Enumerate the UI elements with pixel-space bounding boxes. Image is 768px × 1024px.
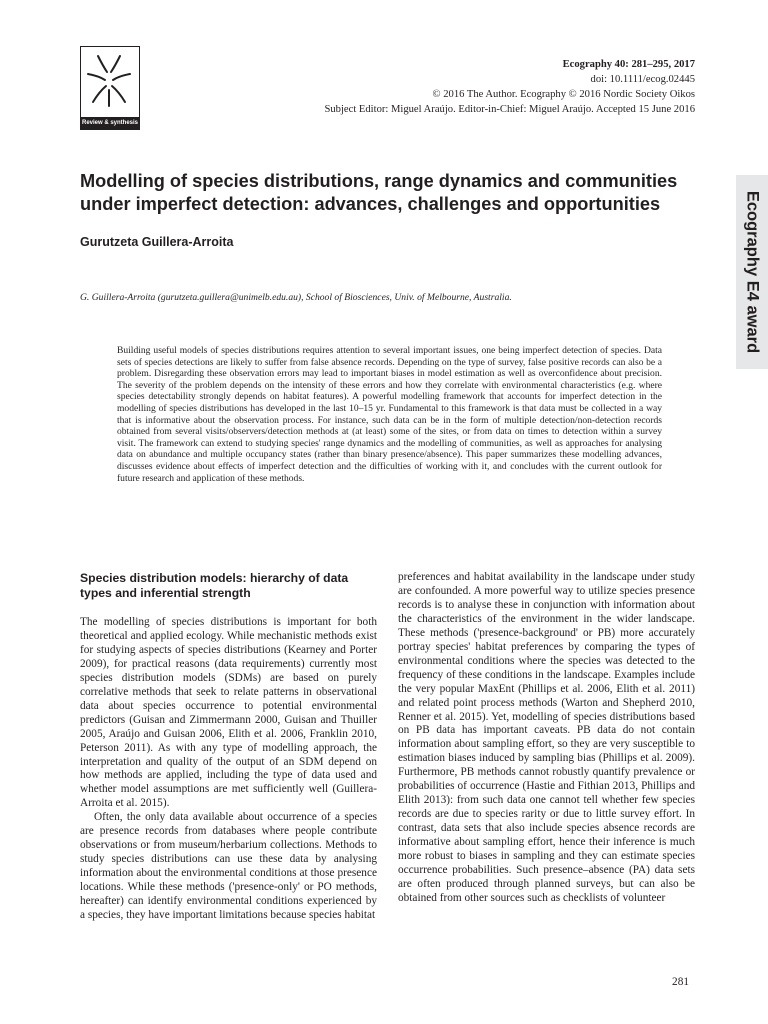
abstract: Building useful models of species distributions requires attention to several important issues, one being imperfect detection of species. Data sets of species detections are likely to suffer from false absence records. Depending on the type of survey, false positive records can also be a problem. Disregarding these observation errors may lead to important biases in model estimation as well as overconfidence about precision. The severity of the problem depends on the intensity of these errors and how they correlate with environmental characteristics (e.g. where species detectability strongly depends on habitat features). A powerful modelling framework that accounts for imperfect detection in the modelling of species distributions has developed in the last 10–15 yr. Fundamental to this framework is that data must be collected in a way that is informative about the observation process. For instance, such data can be in the form of multiple detection/non-detection records obtained from several visits/observers/detection methods at (at least) some of the sites, or from data on times to detection within a survey visit. The framework can extend to studying species' range dynamics and the modelling of communities, as well as approaches for analysing data on abundance and multiple occupancy states (rather than binary presence/absence). This paper summarizes these modelling advances, discusses evidence about effects of imperfect detection and the difficulties of working with it, and concludes with the current outlook for future research and application of these methods. [117,345,662,484]
body-paragraph: preferences and habitat availability in the landscape under study are confounded. A more powerful way to utilize species presence records is to analyse these in conjunction with information about the characteristics of the environment in the wider landscape. These methods ('presence-background' or PB) more accurately portray species' habitat preferences by comparing the types of environmental conditions where the species was detected to the frequency of these conditions in the landscape. Examples include the very popular MaxEnt (Phillips et al. 2006, Elith et al. 2011) and related point process methods (Warton and Shepherd 2010, Renner et al. 2015). Yet, modelling of species distributions based on PB data has important caveats. PB data do not contain information about sampling effort, so they are very susceptible to estimation biases induced by sampling bias (Phillips et al. 2009). Furthermore, PB methods cannot robustly quantify prevalence or probabilities of occurrence (Hastie and Fithian 2013, Phillips and Elith 2013): from such data one cannot tell whether few species records are due to species rarity or due to little survey effort. In contrast, data sets that also include species absence records are informative about sampling effort, hence their inference is much more robust to biases in sampling and they can estimate species occurrence probabilities. Such presence–absence (PA) data sets are often produced through planned surveys, but can also be obtained from other sources such as checklists of volunteer [398,571,695,904]
body-paragraph: The modelling of species distributions is important for both theoretical and applied ecology. While mechanistic methods exist for studying aspects of species distributions (Kearney and Porter 2009), for practical reasons (data requirements) currently most species distribution models (SDMs) are based on purely correlative methods that seek to relate patterns in observational data about species occurrence to potential environmental predictors (Guisan and Zimmermann 2000, Guisan and Thuiller 2005, Araújo and Guisan 2006, Elith et al. 2006, Franklin 2010, Peterson 2011). As with any type of modelling approach, the interpretation and quality of the output of an SDM depend on how methods are applied, including the type of data used and whether model assumptions are met sufficiently well (Guillera-Arroita et al. 2015). [80,616,377,810]
logo-label: Review & synthesis [81,117,139,129]
article-meta [324,57,695,117]
paper-title: Modelling of species distributions, range dynamics and communities under imperfect detection: advances, challenges and opportunities [80,171,678,214]
editors-line: Subject Editor: Miguel Araújo. Editor-in-Chief: Miguel Araújo. Accepted 15 June 2016 [324,104,695,115]
doi: doi: 10.1111/ecog.02445 [590,74,695,85]
section-heading: Species distribution models: hierarchy of data types and inferential strength [80,571,349,600]
right-column [398,571,695,906]
journal-citation: Ecography 40: 281–295, 2017 [562,59,695,70]
journal-logo [80,46,140,130]
author-affiliation: G. Guillera-Arroita (gurutzeta.guillera@unimelb.edu.au), School of Biosciences, Univ. of Melbourne, Australia. [80,292,512,303]
page-number: 281 [672,976,689,988]
copyright: © 2016 The Author. Ecography © 2016 Nordic Society Oikos [432,89,695,100]
left-column [80,571,377,923]
award-side-tab [736,175,768,369]
review-synthesis-logo-icon [85,50,133,114]
body-paragraph: Often, the only data available about occurrence of a species are presence records from databases where people contribute observations or from museum/herbarium collections. Methods to study species distributions can use these data by analysing information about the environmental conditions at those presence locations. While these methods ('presence-only' or PO methods, hereafter) can identify environmental conditions experienced by a species, they have important limitations because species habitat [80,811,377,922]
author-name: Gurutzeta Guillera-Arroita [80,235,234,249]
award-label: Ecography E4 award [743,190,762,354]
